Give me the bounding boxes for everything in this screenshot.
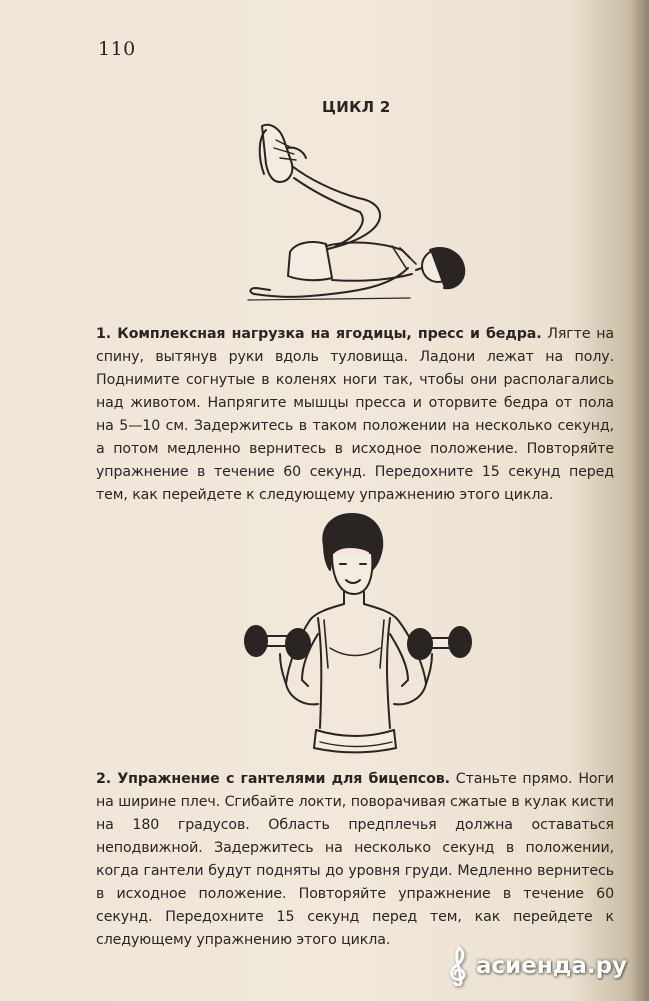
exercise-1-title: 1. Комплексная нагрузка на ягодицы, пресс и бедра. <box>96 326 542 342</box>
exercise-1-paragraph <box>96 323 614 507</box>
woman-lying-legs-raised-icon <box>240 118 480 308</box>
exercise-2-text: Станьте прямо. Ноги на ширине плеч. Сгибайте локти, поворачивая сжатые в кулак кисти на 180 градусов. Область предплечья должна оставаться неподвижной. Задержитесь на несколько секунд в положении, когда гантели будут подняты до уровня груди. Медленно вернитесь в исходное положение. Повторяйте упражнение в течение 60 секунд. Передохните 15 секунд перед тем, как перейдете к следующему упражнению этого цикла. <box>96 771 614 948</box>
exercise-1-text: Лягте на спину, вытянув руки вдоль туловища. Ладони лежат на полу. Поднимите согнутые в коленях ноги так, чтобы они располагались над животом. Напрягите мышцы пресса и оторвите бедра от пола на 5—10 см. Задержитесь в таком положении на несколько секунд, а потом медленно вернитесь в исходное положение. Повторяйте упражнение в течение 60 секунд. Передохните 15 секунд перед тем, как перейдете к следующему упражнению этого цикла. <box>96 326 614 503</box>
exercise-2-title: 2. Упражнение с гантелями для бицепсов. <box>96 771 450 787</box>
treble-clef-logo-icon <box>446 946 470 986</box>
watermark-text: асиенда.ру <box>476 953 628 979</box>
site-watermark <box>446 946 627 986</box>
cycle-title: ЦИКЛ 2 <box>322 98 391 116</box>
woman-dumbbell-curl-icon <box>236 508 476 758</box>
page-number: 110 <box>98 38 136 60</box>
exercise-2-paragraph <box>96 768 614 952</box>
